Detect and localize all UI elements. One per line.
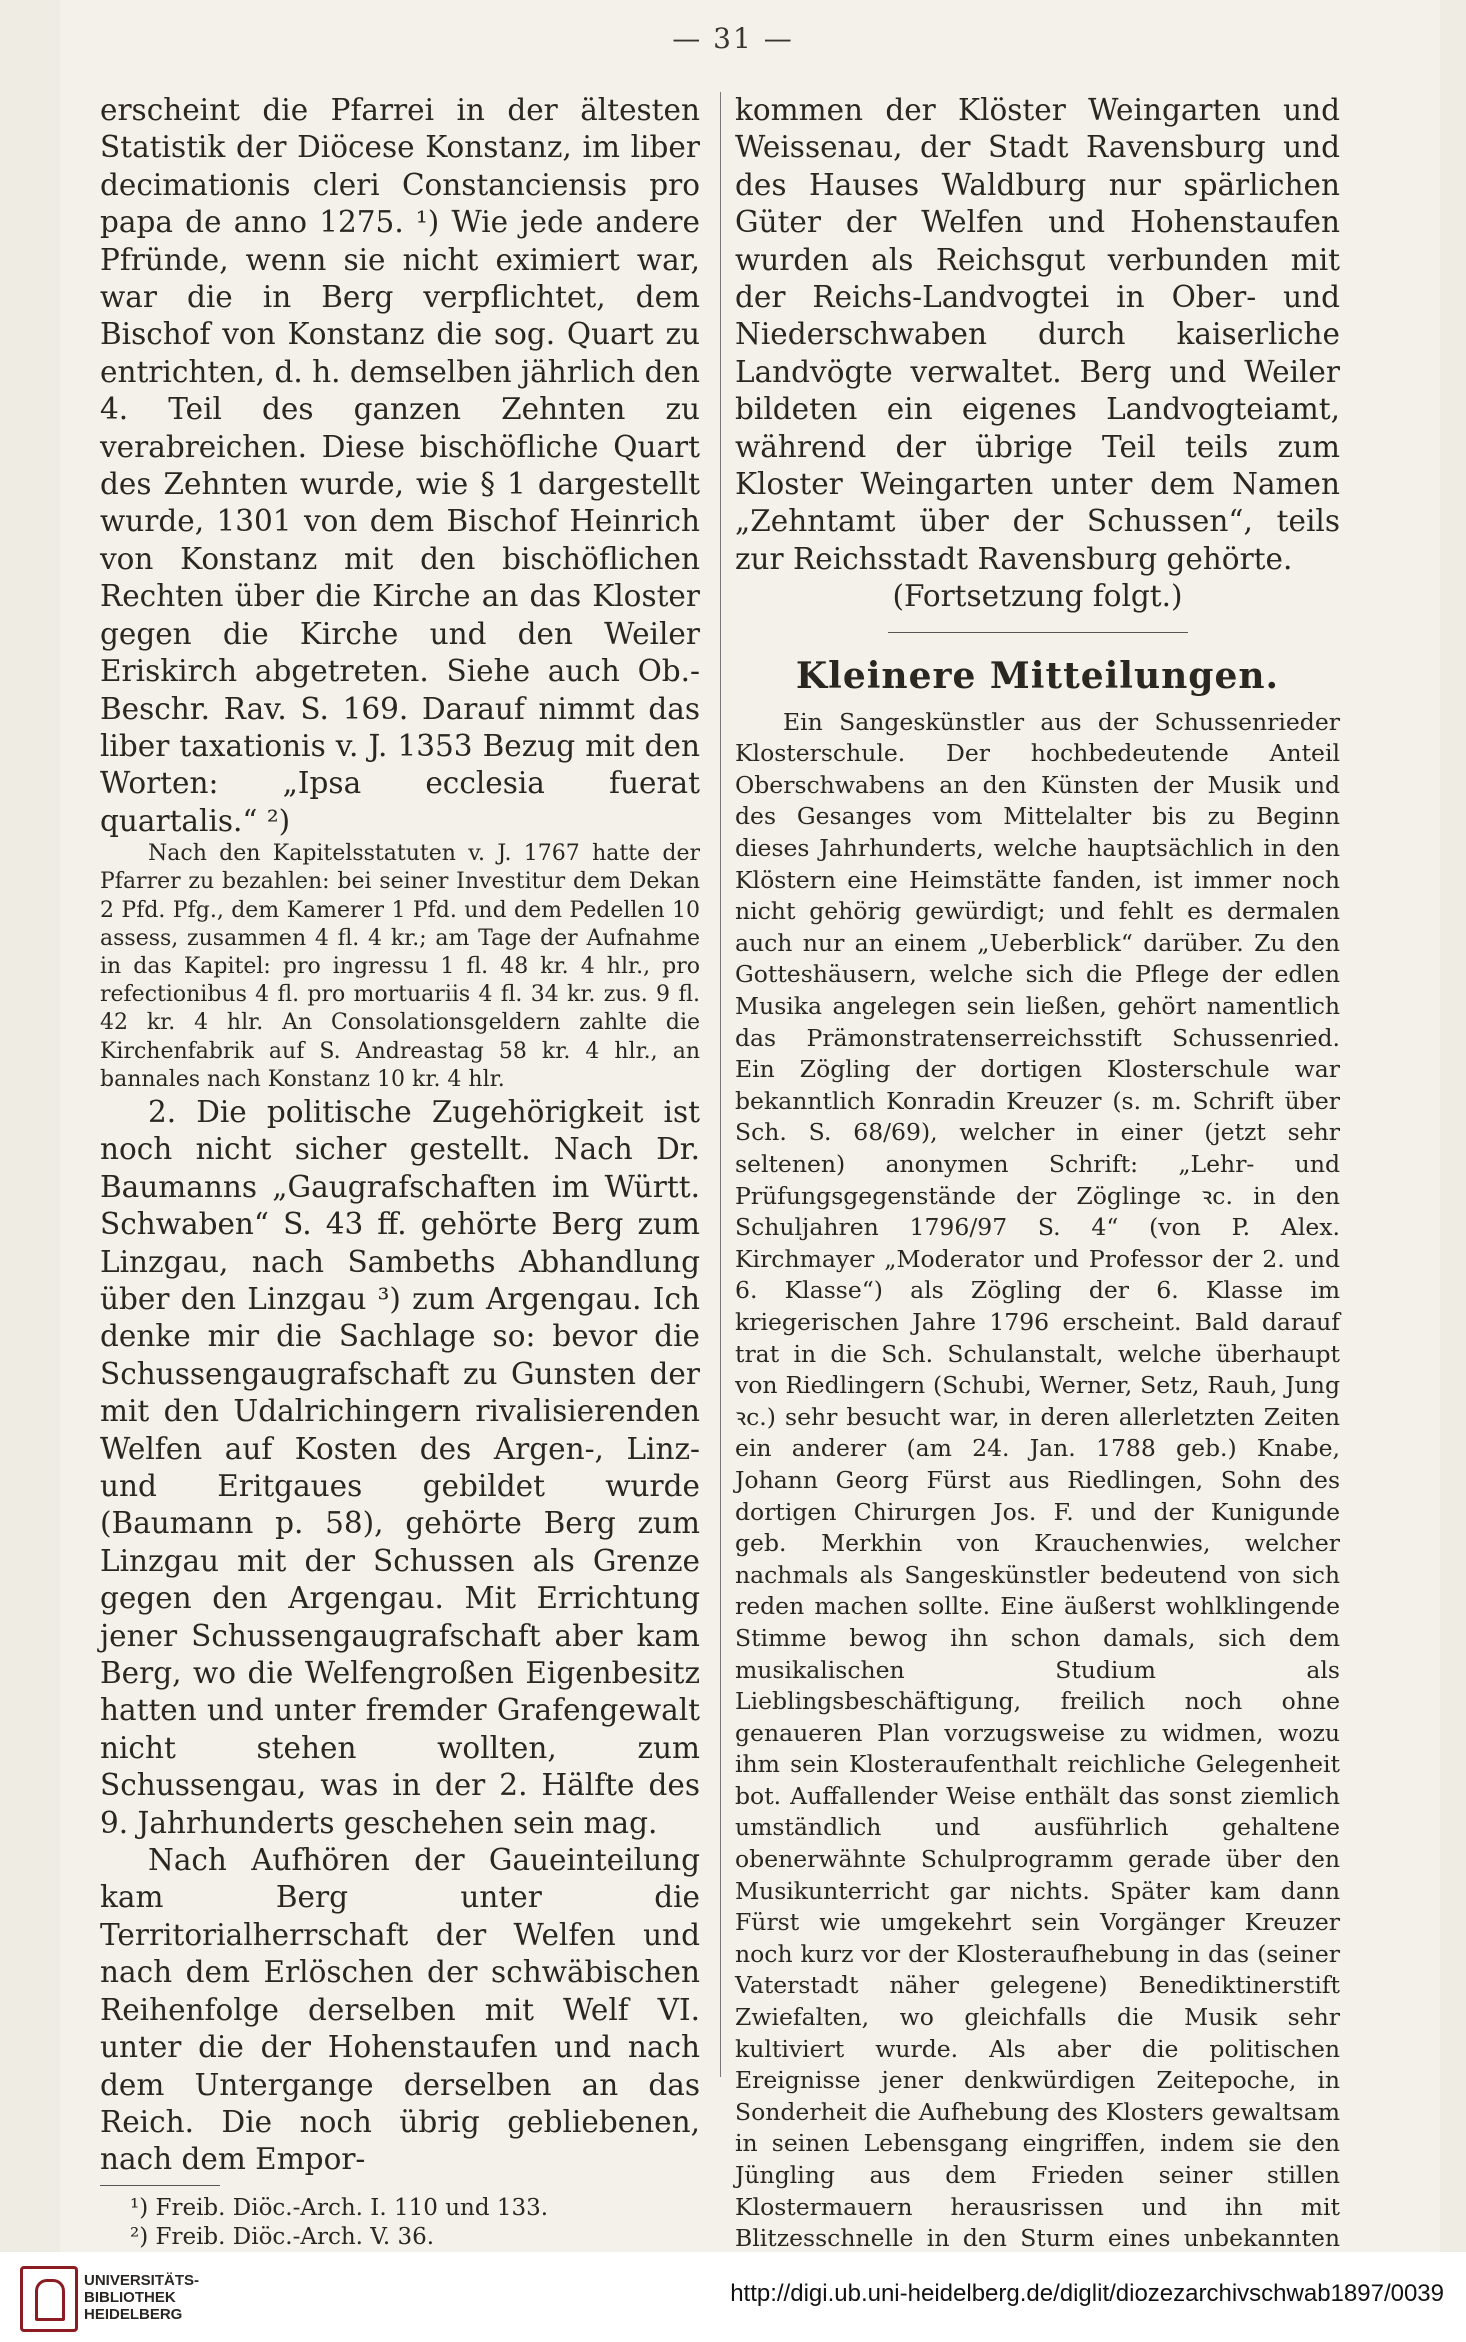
library-name (84, 2272, 199, 2323)
footnote-2: ²) Freib. Diöc.-Arch. V. 36. (130, 2223, 435, 2250)
section-title: Kleinere Mitteilungen. (795, 654, 1280, 697)
section-divider (888, 632, 1188, 633)
library-name-line-1: UNIVERSITÄTS- (84, 2272, 200, 2289)
footnote-1: ¹) Freib. Diöc.-Arch. I. 110 und 133. (130, 2194, 549, 2221)
left-column (100, 92, 700, 2281)
library-logo-icon (20, 2266, 78, 2332)
right-paragraph-2: Ein Sangeskünstler aus der Schussenrieder Klosterschule. Der hochbedeutende Anteil Oberschwabens an den Künsten der Musik und des Gesanges vom Mittelalter bis zu Beginn dieses Jahrhunderts, welche hauptsächlich in den Klöstern eine Heimstätte fanden, ist immer noch nicht gehörig gewürdigt; und fehlt es dermalen auch nur an einem „Ueberblick“ darüber. Zu den Gotteshäusern, welche sich die Pflege der edlen Musika angelegen sein ließen, gehört namentlich das Prämonstratenserreichsstift Schussenried. Ein Zögling der dortigen Klosterschule war bekanntlich Konradin Kreuzer (s. m. Schrift über Sch. S. 68/69), welcher in einer (jetzt sehr seltenen) anonymen Schrift: „Lehr- und Prüfungsgegenstände der Zöglinge ꝛc. in den Schuljahren 1796/97 S. 4“ (von P. Alex. Kirchmayer „Moderator und Professor der 2. und 6. Klasse“) als Zögling der 6. Klasse im kriegerischen Jahre 1796 erscheint. Bald darauf trat in die Sch. Schulanstalt, welche überhaupt von Riedlingern (Schubi, Werner, Setz, Rauh, Jung ꝛc.) sehr besucht war, in deren allerletzten Zeiten ein anderer (am 24. Jan. 1788 geb.) Knabe, Johann Georg Fürst aus Riedlingen, Sohn des dortigen Chirurgen Jos. F. und der Kunigunde geb. Merkhin von Krauchenwies, welcher nachmals als Sangeskünstler bedeutend von sich reden machen sollte. Eine äußerst wohlklingende Stimme bewog ihn schon damals, sich dem musikalischen Studium als Lieblingsbeschäftigung, freilich noch ohne genaueren Plan vorzugsweise zu widmen, wozu ihm sein Klosteraufenthalt reichliche Gelegenheit bot. Auffallender Weise enthält das sonst ziemlich umständlich und ausführlich gehaltene obenerwähnte Schulprogramm gerade über den Musikunterricht gar nichts. Später kam dann Fürst wie umgekehrt sein Vorgänger Kreuzer noch kurz vor der Klosteraufhebung in das (seiner Vaterstadt näher gelegene) Benediktinerstift Zwiefalten, wo gleichfalls die Musik sehr kultiviert wurde. Als aber die politischen Ereignisse jener denkwürdigen Zeitepoche, in Sonderheit die Aufhebung des Klosters gewaltsam in seinen Lebensgang eingriffen, indem sie den Jüngling aus dem Frieden seiner stillen Klostermauern herausrissen und ihn mit Blitzesschnelle in den Sturm eines unbekannten (735, 707, 1340, 2253)
footer-bar (0, 2252, 1466, 2342)
right-paragraph-1: kommen der Klöster Weingarten und Weissenau, der Stadt Ravensburg und des Hauses Waldburg nur spärlichen Güter der Welfen und Hohenstaufen wurden als Reichsgut verbunden mit der Reichs-Landvogtei in Ober- und Niederschwaben durch kaiserliche Landvögte verwaltet. Berg und Weiler bildeten ein eigenes Landvogteiamt, während der übrige Teil teils zum Kloster Weingarten unter dem Namen „Zehntamt über der Schussen“, teils zur Reichsstadt Ravensburg gehörte. (735, 93, 1340, 576)
left-paragraph-3: Nach Aufhören der Gaueinteilung kam Berg unter die Territorialherrschaft der Welfen und nach dem Erlöschen der schwäbischen Reihenfolge derselben mit Welf VI. unter die der Hohenstaufen und nach dem Untergange derselben an das Reich. Die noch übrig gebliebenen, nach dem Empor- (100, 1843, 700, 2177)
source-url[interactable]: http://digi.ub.uni-heidelberg.de/diglit/diozezarchivschwab1897/0039 (730, 2280, 1444, 2307)
continued-note: (Fortsetzung folgt.) (892, 579, 1183, 614)
left-paragraph-1: erscheint die Pfarrei in der ältesten Statistik der Diöcese Konstanz, im liber decimationis cleri Constanciensis pro papa de anno 1275. ¹) Wie jede andere Pfründe, wenn sie nicht eximiert war, war die in Berg verpflichtet, dem Bischof von Konstanz die sog. Quart zu entrichten, d. h. demselben jährlich den 4. Teil des ganzen Zehnten zu verabreichen. Diese bischöfliche Quart des Zehnten wurde, wie § 1 dargestellt wurde, 1301 von dem Bischof Heinrich von Konstanz mit den bischöflichen Rechten über die Kirche an das Kloster gegen die Kirche und den Weiler Eriskirch abgetreten. Siehe auch Ob.-Beschr. Rav. S. 169. Darauf nimmt das liber taxationis v. J. 1353 Bezug mit den Worten: „Ipsa ecclesia fuerat quartalis.“ ²) (100, 93, 700, 838)
left-note: Nach den Kapitelsstatuten v. J. 1767 hatte der Pfarrer zu bezahlen: bei seiner Investitur dem Dekan 2 Pfd. Pfg., dem Kamerer 1 Pfd. und dem Pedellen 10 assess, zusammen 4 fl. 4 kr.; am Tage der Aufnahme in das Kapitel: pro ingressu 1 fl. 48 kr. 4 hlr., pro refectionibus 4 fl. pro mortuariis 4 fl. 34 kr. zus. 9 fl. 42 kr. 4 hlr. An Consolationsgeldern zahlte die Kirchenfabrik auf S. Andreastag 58 kr. 4 hlr., an bannales nach Konstanz 10 kr. 4 hlr. (100, 841, 700, 1092)
page-number: — 31 — (672, 22, 794, 55)
left-paragraph-2: 2. Die politische Zugehörigkeit ist noch nicht sicher gestellt. Nach Dr. Baumanns „Gaugrafschaften im Württ. Schwaben“ S. 43 ff. gehörte Berg zum Linzgau, nach Sambeths Abhandlung über den Linzgau ³) zum Argengau. Ich denke mir die Sachlage so: bevor die Schussengaugrafschaft zu Gunsten der mit den Udalrichingern rivalisierenden Welfen auf Kosten des Argen-, Linz- und Eritgaues gebildet wurde (Baumann p. 58), gehörte Berg zum Linzgau mit der Schussen als Grenze gegen den Argengau. Mit Errichtung jener Schussengaugrafschaft aber kam Berg, wo die Welfengroßen Eigenbesitz hatten und unter fremder Grafengewalt nicht stehen wollten, zum Schussengau, was in der 2. Hälfte des 9. Jahrhunderts geschehen sein mag. (100, 1094, 700, 1840)
column-divider (720, 92, 721, 2077)
footnote-rule (100, 2185, 220, 2186)
library-name-line-3: HEIDELBERG (84, 2306, 183, 2323)
library-name-line-2: BIBLIOTHEK (84, 2289, 176, 2306)
right-column (735, 92, 1340, 2286)
